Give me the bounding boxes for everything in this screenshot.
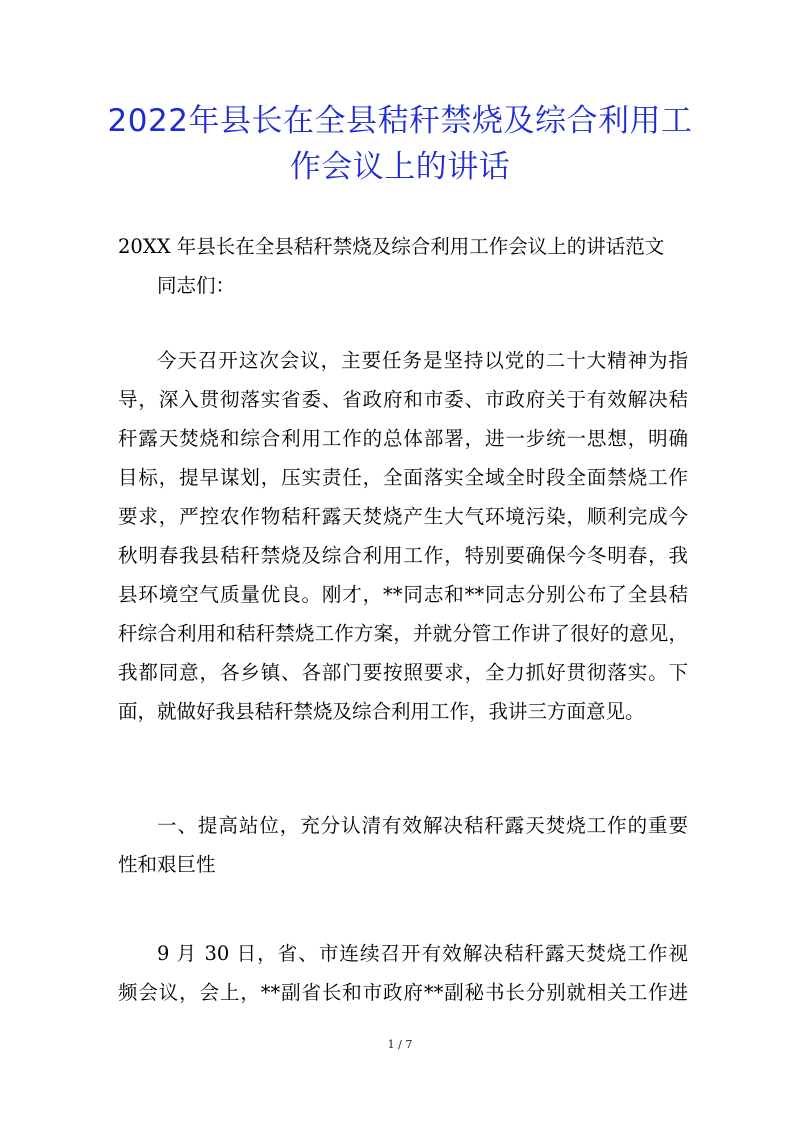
para1-line-4: 目标，提早谋划，压实责任，全面落实全域全时段全面禁烧工作 [118,466,688,489]
salutation: 同志们： [157,274,236,297]
page-number: 1 / 7 [387,1038,413,1051]
para1-line-8: 秆综合利用和秸秆禁烧工作方案，并就分管工作讲了很好的意见， [118,622,688,645]
para2-line-2: 频会议，会上，**副省长和市政府**副秘书长分别就相关工作进 [118,981,688,1004]
para2-line-1: 9 月 30 日，省、市连续召开有效解决秸秆露天焚烧工作视 [157,942,688,965]
para1-line-10: 面，就做好我县秸秆禁烧及综合利用工作，我讲三方面意见。 [118,700,645,723]
section-heading-1-line-2: 性和艰巨性 [118,853,216,876]
document-title-line-1: 2022年县长在全县秸秆禁烧及综合利用工 [107,103,693,139]
para1-line-5: 要求，严控农作物秸秆露天焚烧产生大气环境污染，顺利完成今 [118,505,688,528]
para1-line-2: 导，深入贯彻落实省委、省政府和市委、市政府关于有效解决秸 [118,388,688,411]
para1-line-6: 秋明春我县秸秆禁烧及综合利用工作，特别要确保今冬明春，我 [118,544,688,567]
para1-line-1: 今天召开这次会议，主要任务是坚持以党的二十大精神为指 [157,349,688,372]
section-heading-1-line-1: 一、提高站位，充分认清有效解决秸秆露天焚烧工作的重要 [157,814,688,837]
para1-line-9: 我都同意，各乡镇、各部门要按照要求，全力抓好贯彻落实。下 [118,661,688,684]
para1-line-3: 秆露天焚烧和综合利用工作的总体部署，进一步统一思想，明确 [118,427,688,450]
para1-line-7: 县环境空气质量优良。刚才，**同志和**同志分别公布了全县秸 [118,583,688,606]
document-title-line-2: 作会议上的讲话 [289,149,511,185]
document-subtitle: 20XX 年县长在全县秸秆禁烧及综合利用工作会议上的讲话范文 [118,235,665,258]
